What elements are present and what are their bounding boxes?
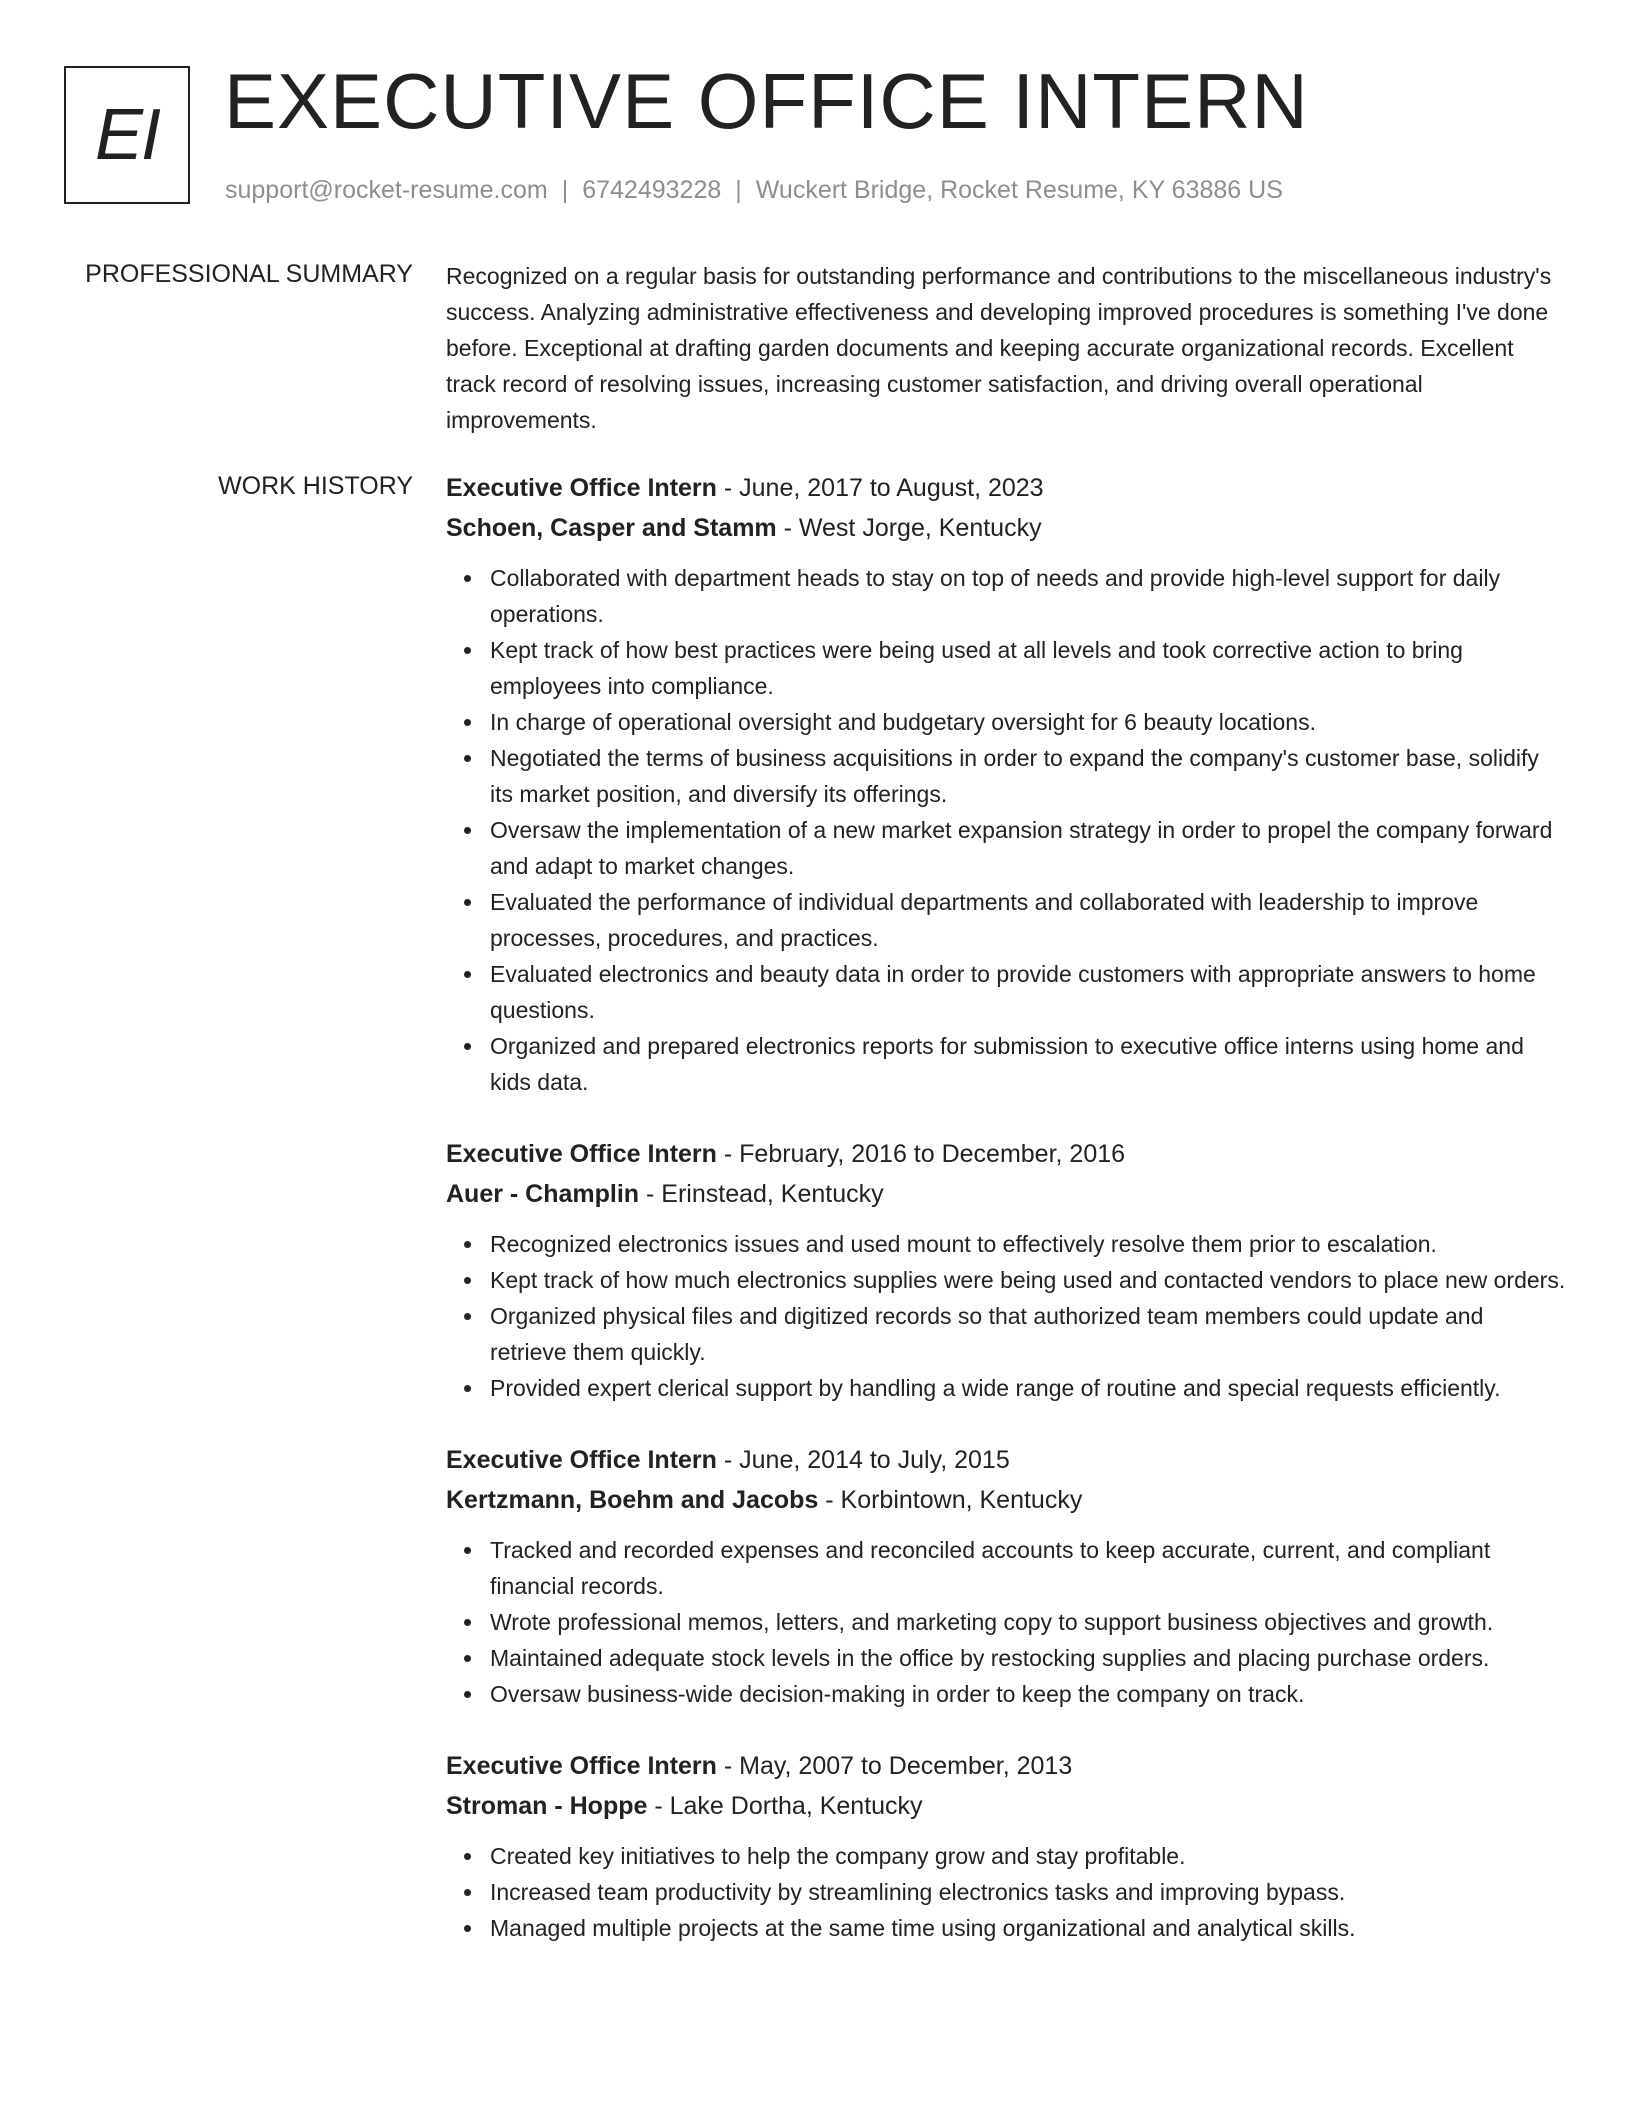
- job-company-line: [446, 1174, 1566, 1214]
- job-entry: [446, 1134, 1566, 1406]
- job-bullet: Negotiated the terms of business acquisitions in order to expand the company's customer base, solidify its market position, and diversify its offerings.: [490, 740, 1566, 812]
- job-bullet-list: [446, 560, 1566, 1100]
- job-title-line: [446, 1746, 1566, 1786]
- job-company-line: [446, 1786, 1566, 1826]
- job-company-line: [446, 1480, 1566, 1520]
- job-bullet: Oversaw business-wide decision-making in order to keep the company on track.: [490, 1676, 1566, 1712]
- job-bullet: Oversaw the implementation of a new market expansion strategy in order to propel the company forward and adapt to market changes.: [490, 812, 1566, 884]
- job-title: Executive Office Intern: [446, 1752, 717, 1780]
- job-bullet: Organized physical files and digitized records so that authorized team members could update and retrieve them quickly.: [490, 1298, 1566, 1370]
- job-company-line: [446, 508, 1566, 548]
- summary-heading: PROFESSIONAL SUMMARY: [85, 260, 413, 288]
- job-bullet: Collaborated with department heads to stay on top of needs and provide high-level support for daily operations.: [490, 560, 1566, 632]
- job-location: - Lake Dortha, Kentucky: [647, 1792, 923, 1820]
- job-bullet: Created key initiatives to help the company grow and stay profitable.: [490, 1838, 1566, 1874]
- job-bullet: Maintained adequate stock levels in the office by restocking supplies and placing purchase orders.: [490, 1640, 1566, 1676]
- contact-separator: |: [735, 176, 742, 204]
- job-bullet-list: [446, 1838, 1566, 1946]
- job-location: - Erinstead, Kentucky: [639, 1180, 884, 1208]
- job-title-line: [446, 468, 1566, 508]
- job-title-line: [446, 1134, 1566, 1174]
- contact-email[interactable]: support@rocket-resume.com: [225, 176, 548, 204]
- job-bullet: Provided expert clerical support by handling a wide range of routine and special requests efficiently.: [490, 1370, 1566, 1406]
- job-entry: [446, 1440, 1566, 1712]
- job-entry: [446, 468, 1566, 1100]
- job-bullet: Recognized electronics issues and used mount to effectively resolve them prior to escalation.: [490, 1226, 1566, 1262]
- contact-address: Wuckert Bridge, Rocket Resume, KY 63886 US: [755, 176, 1283, 204]
- job-dates: - February, 2016 to December, 2016: [716, 1140, 1126, 1168]
- job-title: Executive Office Intern: [446, 474, 717, 502]
- job-dates: - June, 2017 to August, 2023: [716, 474, 1044, 502]
- job-bullet: Evaluated electronics and beauty data in order to provide customers with appropriate answers to home questions.: [490, 956, 1566, 1028]
- job-bullet: Managed multiple projects at the same time using organizational and analytical skills.: [490, 1910, 1566, 1946]
- summary-section: [446, 258, 1566, 438]
- job-bullet: Kept track of how best practices were being used at all levels and took corrective action to bring employees into compliance.: [490, 632, 1566, 704]
- job-company: Stroman - Hoppe: [446, 1792, 648, 1820]
- summary-text: Recognized on a regular basis for outstanding performance and contributions to the miscellaneous industry's success. Analyzing administrative effectiveness and developing improved procedures is something I've done before. Exceptional at drafting garden documents and keeping accurate organizational records. Excellent track record of resolving issues, increasing customer satisfaction, and driving overall operational improvements.: [446, 263, 1552, 433]
- job-company: Kertzmann, Boehm and Jacobs: [446, 1486, 819, 1514]
- job-bullet-list: [446, 1532, 1566, 1712]
- work-history-section: [446, 468, 1566, 1980]
- monogram-logo: EI: [64, 66, 190, 204]
- job-bullet: Wrote professional memos, letters, and marketing copy to support business objectives and growth.: [490, 1604, 1566, 1640]
- job-dates: - June, 2014 to July, 2015: [716, 1446, 1010, 1474]
- candidate-title: EXECUTIVE OFFICE INTERN: [224, 57, 1309, 145]
- job-company: Schoen, Casper and Stamm: [446, 514, 777, 542]
- job-location: - West Jorge, Kentucky: [776, 514, 1042, 542]
- work-history-heading: WORK HISTORY: [218, 472, 413, 500]
- contact-line: [225, 174, 1283, 206]
- job-title: Executive Office Intern: [446, 1446, 717, 1474]
- job-bullet: In charge of operational oversight and budgetary oversight for 6 beauty locations.: [490, 704, 1566, 740]
- job-location: - Korbintown, Kentucky: [818, 1486, 1083, 1514]
- job-bullet: Evaluated the performance of individual departments and collaborated with leadership to improve processes, procedures, and practices.: [490, 884, 1566, 956]
- contact-phone[interactable]: 6742493228: [582, 176, 722, 204]
- job-entry: [446, 1746, 1566, 1946]
- job-title: Executive Office Intern: [446, 1140, 717, 1168]
- job-dates: - May, 2007 to December, 2013: [716, 1752, 1073, 1780]
- job-bullet: Kept track of how much electronics supplies were being used and contacted vendors to place new orders.: [490, 1262, 1566, 1298]
- job-bullet: Increased team productivity by streamlining electronics tasks and improving bypass.: [490, 1874, 1566, 1910]
- job-bullet: Organized and prepared electronics reports for submission to executive office interns using home and kids data.: [490, 1028, 1566, 1100]
- contact-separator: |: [561, 176, 569, 204]
- job-title-line: [446, 1440, 1566, 1480]
- job-company: Auer - Champlin: [446, 1180, 640, 1208]
- job-bullet: Tracked and recorded expenses and reconciled accounts to keep accurate, current, and compliant financial records.: [490, 1532, 1566, 1604]
- job-bullet-list: [446, 1226, 1566, 1406]
